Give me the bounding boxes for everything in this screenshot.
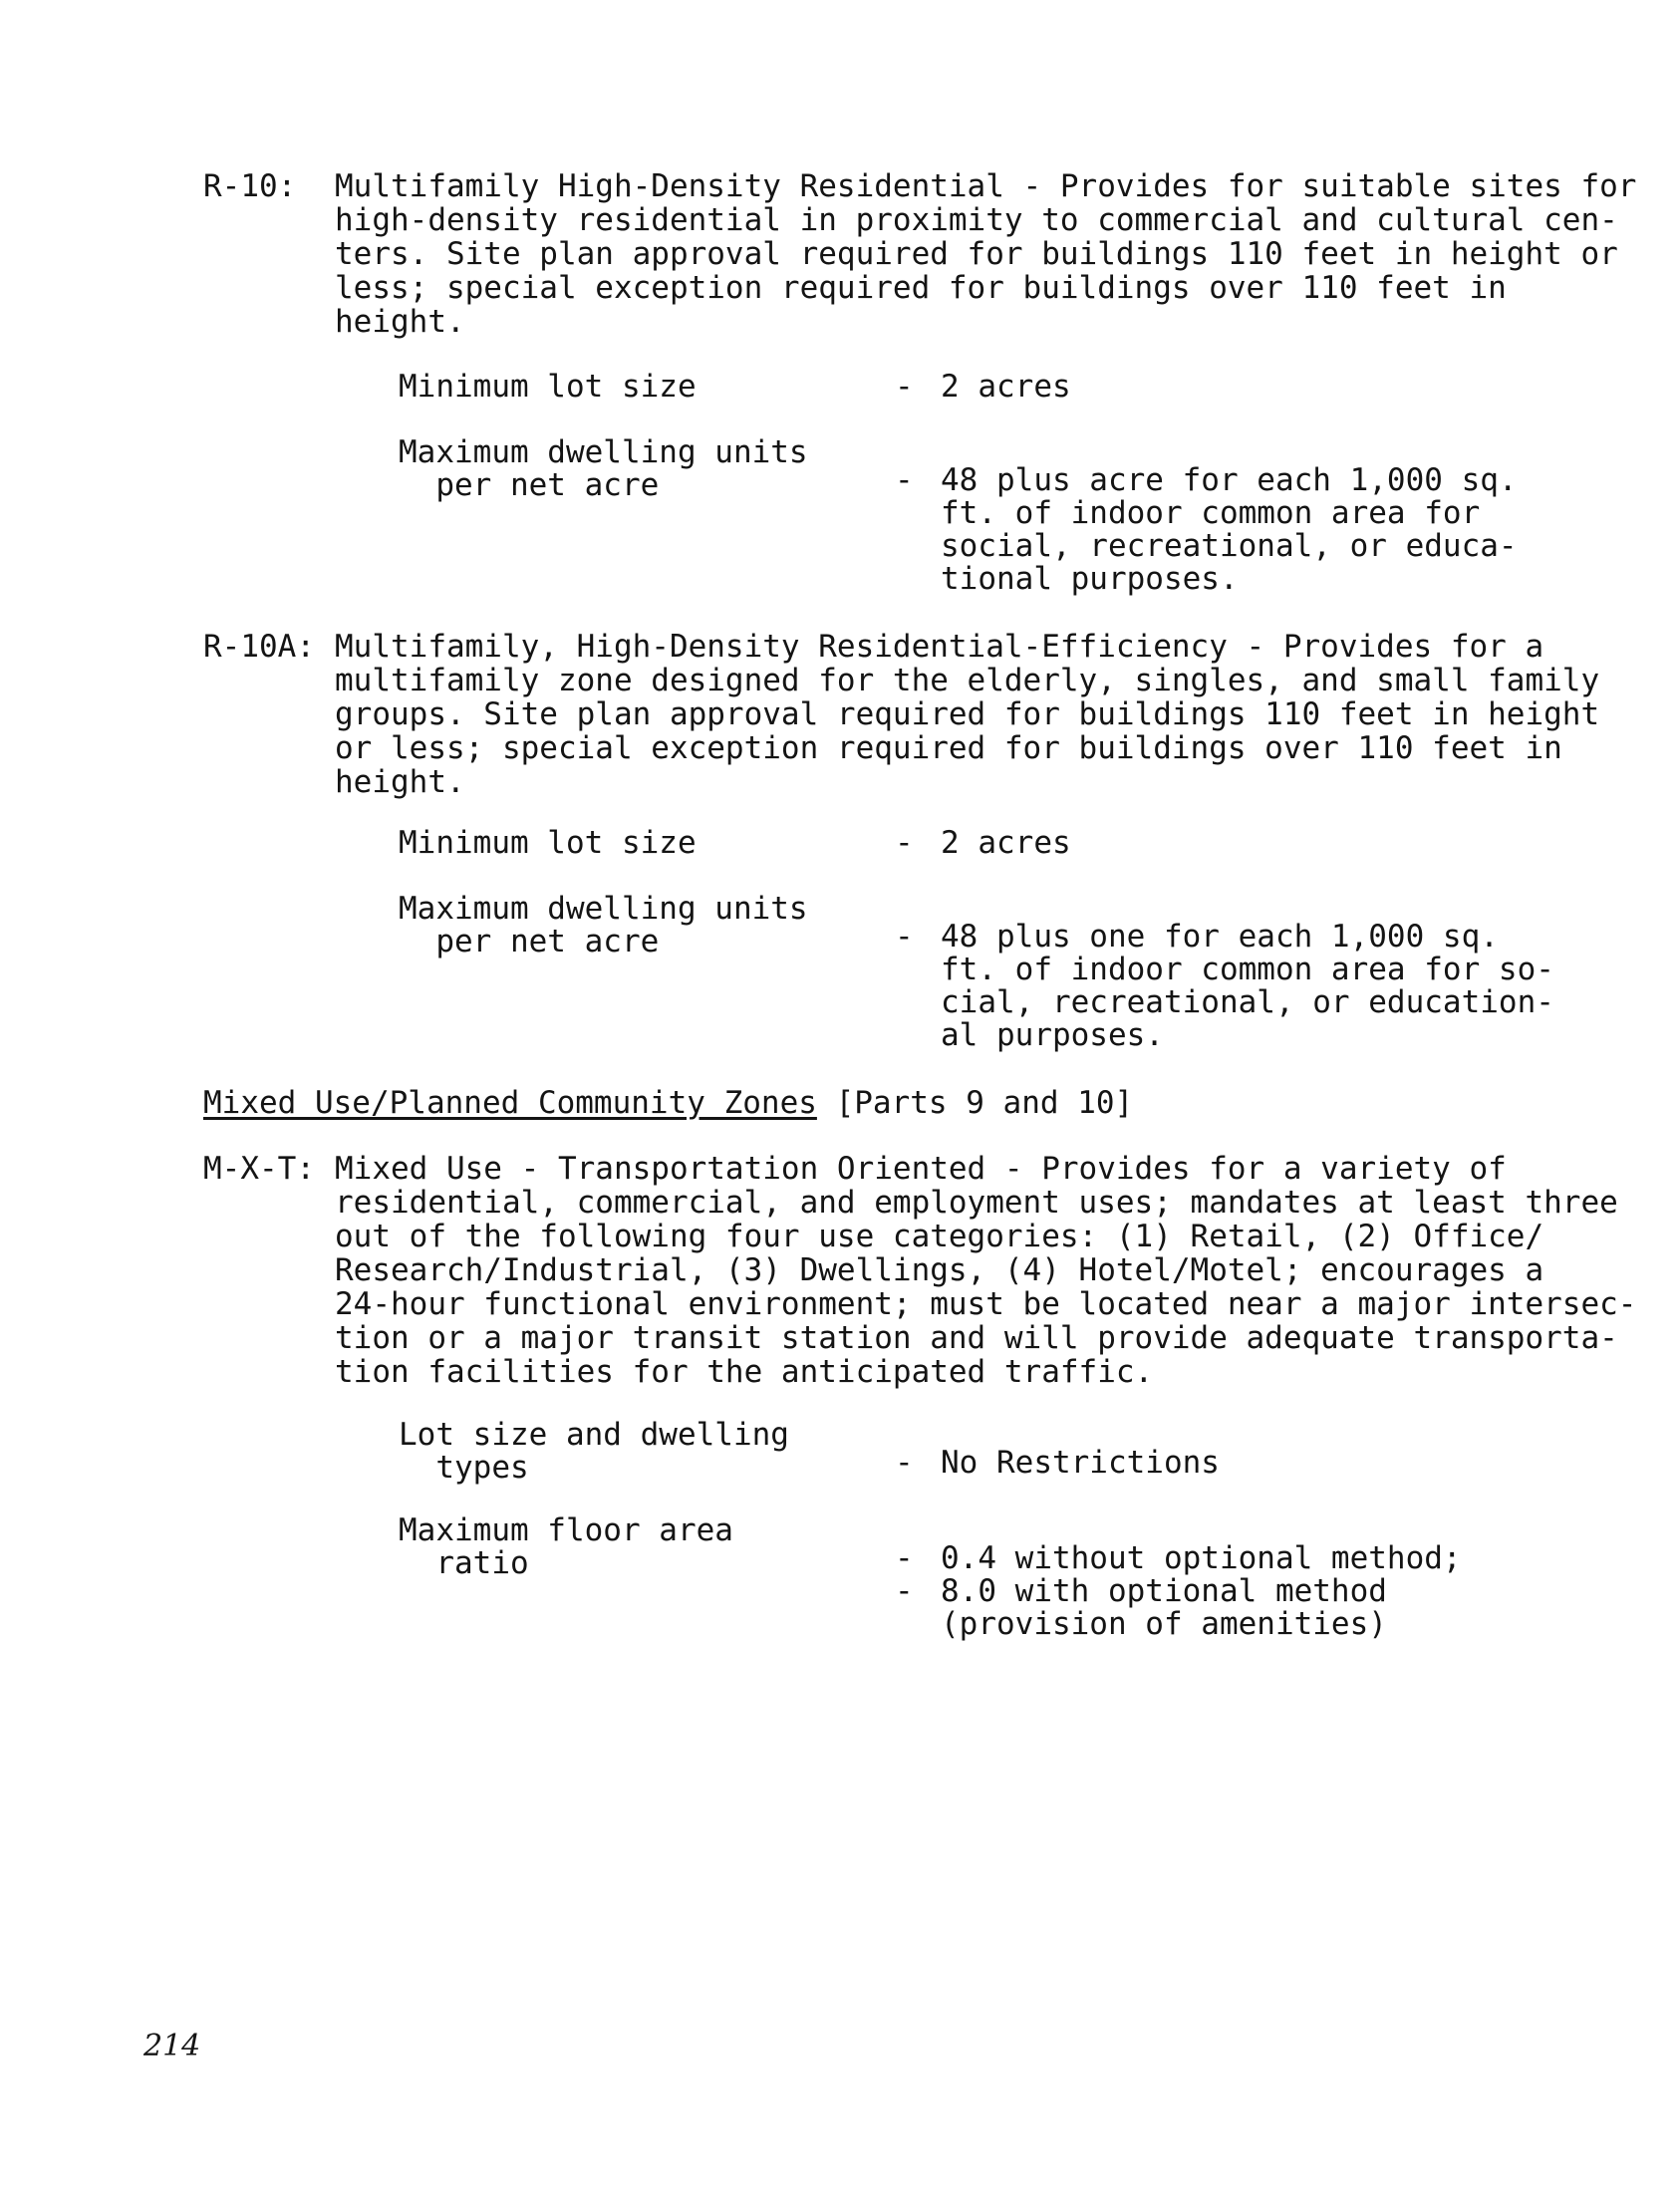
label-line: Minimum lot size [399, 825, 697, 861]
value-line: tional purposes. [941, 561, 1239, 597]
requirement-value [941, 919, 1554, 1053]
value-line: 2 acres [941, 369, 1071, 405]
dash: - [895, 919, 914, 955]
requirement-value [941, 1575, 1539, 1641]
zone-description [335, 1151, 1637, 1390]
description-line: or less; special exception required for buildings over 110 feet in [335, 730, 1562, 766]
requirement-value [941, 827, 1539, 860]
requirement-value [941, 371, 1539, 404]
dash: - [895, 1540, 914, 1576]
zone-code: R-10A: [203, 629, 315, 665]
requirement-label [399, 827, 877, 860]
description-line: multifamily zone designed for the elderly, singles, and small family [335, 663, 1600, 698]
zone-description [335, 168, 1637, 340]
label-line: Maximum dwelling units [399, 434, 808, 470]
description-line: 24-hour functional environment; must be located near a major intersec- [335, 1286, 1637, 1322]
value-line: (provision of amenities) [941, 1606, 1387, 1642]
value-line: ft. of indoor common area for so- [941, 952, 1554, 987]
value-line: ft. of indoor common area for [941, 495, 1481, 531]
description-line: height. [335, 304, 465, 340]
requirement-label [399, 436, 877, 502]
label-line: Lot size and dwelling [399, 1417, 789, 1453]
description-line: ters. Site plan approval required for buildings 110 feet in height or [335, 236, 1618, 272]
description-line: height. [335, 764, 465, 800]
page-number: 214 [143, 2029, 201, 2063]
zone-description [335, 629, 1600, 800]
requirement-value [941, 464, 1539, 596]
label-line: types [399, 1450, 529, 1486]
description-line: residential, commercial, and employment uses; mandates at least three [335, 1185, 1618, 1221]
value-line: 48 plus one for each 1,000 sq. [941, 919, 1499, 955]
dash: - [895, 369, 914, 405]
section-heading-parts: [Parts 9 and 10] [816, 1085, 1134, 1121]
description-line: high-density residential in proximity to commercial and cultural cen- [335, 202, 1618, 238]
requirement-value [941, 1542, 1539, 1575]
description-line: tion or a major transit station and will provide adequate transporta- [335, 1320, 1618, 1356]
requirement-label [399, 1419, 877, 1485]
requirement-label [399, 893, 877, 958]
section-heading [203, 1086, 1133, 1120]
description-line: Multifamily High-Density Residential - Provides for suitable sites for [335, 168, 1637, 204]
value-line: social, recreational, or educa- [941, 528, 1518, 564]
zone-code: M-X-T: [203, 1151, 315, 1187]
value-line: cial, recreational, or education- [941, 984, 1554, 1020]
requirement-label [399, 1514, 877, 1580]
description-line: Mixed Use - Transportation Oriented - Provides for a variety of [335, 1151, 1507, 1187]
value-line: 0.4 without optional method; [941, 1540, 1462, 1576]
dash: - [895, 462, 914, 498]
description-line: Research/Industrial, (3) Dwellings, (4) Hotel/Motel; encourages a [335, 1252, 1544, 1288]
description-line: out of the following four use categories: (1) Retail, (2) Office/ [335, 1219, 1544, 1254]
description-line: tion facilities for the anticipated traffic. [335, 1354, 1154, 1390]
label-line: ratio [399, 1545, 529, 1581]
value-line: No Restrictions [941, 1445, 1220, 1481]
value-line: al purposes. [941, 1017, 1164, 1053]
value-line: 8.0 with optional method [941, 1573, 1387, 1609]
dash: - [895, 825, 914, 861]
label-line: per net acre [399, 467, 660, 503]
dash: - [895, 1573, 914, 1609]
requirement-value [941, 1447, 1539, 1480]
zone-code: R-10: [203, 168, 297, 204]
value-line: 48 plus acre for each 1,000 sq. [941, 462, 1518, 498]
label-line: Minimum lot size [399, 369, 697, 405]
dash: - [895, 1445, 914, 1481]
section-heading-title: Mixed Use/Planned Community Zones [203, 1085, 817, 1121]
description-line: Multifamily, High-Density Residential-Efficiency - Provides for a [335, 629, 1544, 665]
label-line: Maximum dwelling units [399, 891, 808, 927]
label-line: Maximum floor area [399, 1512, 733, 1548]
description-line: groups. Site plan approval required for buildings 110 feet in height [335, 696, 1600, 732]
value-line: 2 acres [941, 825, 1071, 861]
requirement-label [399, 371, 877, 404]
label-line: per net acre [399, 924, 660, 959]
description-line: less; special exception required for buildings over 110 feet in [335, 270, 1507, 306]
